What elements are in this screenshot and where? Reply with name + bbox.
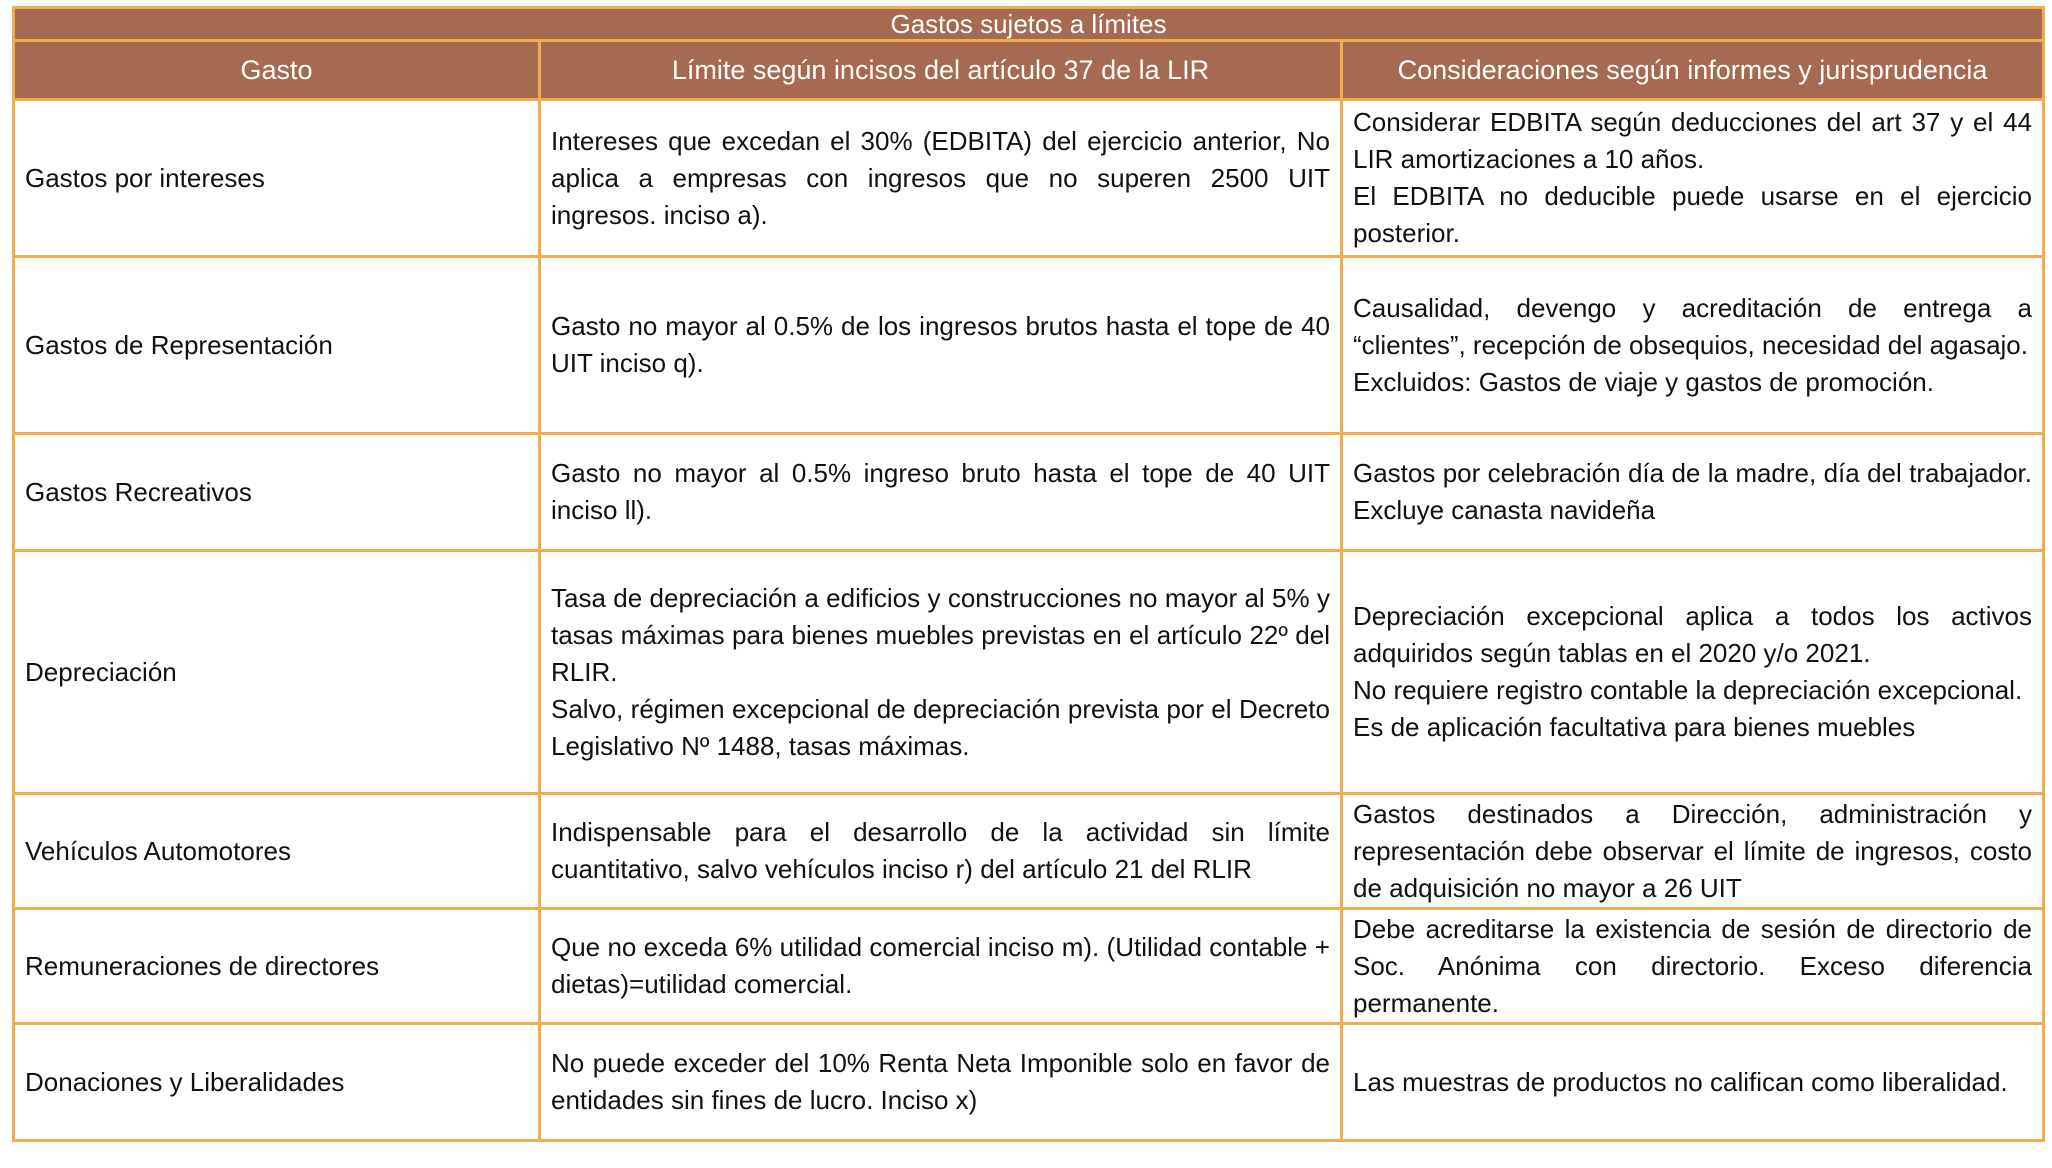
limite-text: Gasto no mayor al 0.5% ingreso bruto hasta el tope de 40 UIT inciso ll). [551, 458, 1330, 525]
limite-text: Que no exceda 6% utilidad comercial inciso m). (Utilidad contable + dietas)=utilidad comercial. [551, 932, 1330, 999]
consideraciones-text: Es de aplicación facultativa para bienes muebles [1353, 712, 1916, 742]
consideraciones-text: Considerar EDBITA según deducciones del art 37 y el 44 LIR amortizaciones a 10 años. [1353, 107, 2032, 174]
table-row [14, 551, 2044, 794]
cell-gasto: Depreciación [14, 551, 540, 794]
consideraciones-text: Depreciación excepcional aplica a todos los activos adquiridos según tablas en el 2020 y/o 2021. [1353, 601, 2032, 668]
consideraciones-text: Gastos por celebración día de la madre, día del trabajador. Excluye canasta navideña [1353, 458, 2032, 525]
limite-text: Indispensable para el desarrollo de la actividad sin límite cuantitativo, salvo vehículos inciso r) del artículo 21 del RLIR [551, 817, 1330, 884]
table-row [14, 909, 2044, 1024]
cell-limite [540, 434, 1342, 551]
cell-gasto: Donaciones y Liberalidades [14, 1024, 540, 1141]
limite-text: No puede exceder del 10% Renta Neta Imponible solo en favor de entidades sin fines de lucro. Inciso x) [551, 1048, 1330, 1115]
limite-text: Tasa de depreciación a edificios y construcciones no mayor al 5% y tasas máximas para bienes muebles previstas en el artículo 22º del RLIR. [551, 582, 1330, 687]
cell-consideraciones [1342, 794, 2044, 909]
cell-gasto: Gastos por intereses [14, 100, 540, 257]
table-row [14, 434, 2044, 551]
limite-text: Intereses que excedan el 30% (EDBITA) del ejercicio anterior, No aplica a empresas con ingresos que no superen 2500 UIT ingresos. inciso a). [551, 125, 1330, 230]
cell-gasto: Remuneraciones de directores [14, 909, 540, 1024]
header-limite: Límite según incisos del artículo 37 de la LIR [540, 41, 1342, 100]
cell-consideraciones [1342, 909, 2044, 1024]
cell-limite [540, 100, 1342, 257]
column-header-row [14, 41, 2044, 100]
table-row [14, 794, 2044, 909]
consideraciones-text: Las muestras de productos no califican como liberalidad. [1353, 1066, 2008, 1097]
table-container [12, 6, 2042, 1142]
cell-limite [540, 794, 1342, 909]
header-gasto: Gasto [14, 41, 540, 100]
table-title-row [14, 8, 2044, 41]
cell-consideraciones [1342, 551, 2044, 794]
consideraciones-text: Excluidos: Gastos de viaje y gastos de promoción. [1353, 366, 1934, 397]
limite-text: Salvo, régimen excepcional de depreciación prevista por el Decreto Legislativo Nº 1488, tasas máximas. [551, 693, 1330, 761]
cell-limite [540, 551, 1342, 794]
consideraciones-text: No requiere registro contable la depreciación excepcional. [1353, 675, 2023, 705]
cell-consideraciones [1342, 257, 2044, 434]
cell-consideraciones [1342, 1024, 2044, 1141]
cell-consideraciones [1342, 100, 2044, 257]
cell-limite [540, 1024, 1342, 1141]
cell-limite [540, 909, 1342, 1024]
table-title: Gastos sujetos a límites [14, 8, 2044, 41]
consideraciones-text: Debe acreditarse la existencia de sesión de directorio de Soc. Anónima con directorio. Exceso diferencia permanente. [1353, 913, 2032, 1018]
table-row [14, 100, 2044, 257]
consideraciones-text: Gastos destinados a Dirección, administración y representación debe observar el límite de ingresos, costo de adquisición no mayor a 26 UIT [1353, 798, 2032, 903]
limits-table [12, 6, 2045, 1142]
header-consideraciones: Consideraciones según informes y jurisprudencia [1342, 41, 2044, 100]
cell-consideraciones [1342, 434, 2044, 551]
table-row [14, 1024, 2044, 1141]
cell-gasto: Vehículos Automotores [14, 794, 540, 909]
consideraciones-text: Causalidad, devengo y acreditación de entrega a “clientes”, recepción de obsequios, necesidad del agasajo. [1353, 292, 2032, 360]
table-row [14, 257, 2044, 434]
consideraciones-text: El EDBITA no deducible puede usarse en el ejercicio posterior. [1353, 181, 2032, 248]
cell-gasto: Gastos de Representación [14, 257, 540, 434]
limite-text: Gasto no mayor al 0.5% de los ingresos brutos hasta el tope de 40 UIT inciso q). [551, 311, 1330, 378]
cell-gasto: Gastos Recreativos [14, 434, 540, 551]
cell-limite [540, 257, 1342, 434]
